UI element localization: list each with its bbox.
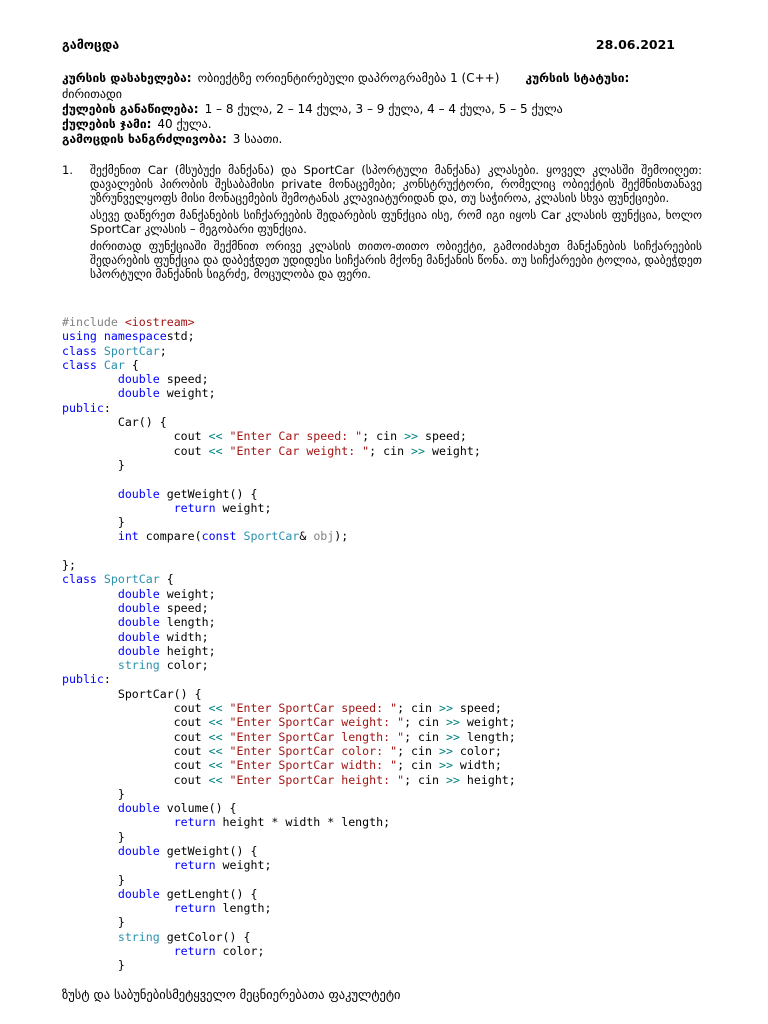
- code-token: &: [299, 529, 314, 544]
- course-name-row: [62, 70, 629, 86]
- code-token: >>: [445, 729, 460, 744]
- code-line: [62, 615, 516, 629]
- code-token: SportCar() {: [62, 686, 202, 701]
- code-token: class: [62, 357, 97, 372]
- code-token: public: [62, 400, 104, 415]
- task-number: 1.: [62, 163, 73, 177]
- code-token: const: [201, 529, 237, 544]
- code-token: }: [62, 786, 125, 801]
- code-token: <<: [208, 758, 223, 773]
- code-token: getColor() {: [159, 929, 251, 944]
- code-token: [223, 444, 230, 458]
- code-token: double: [117, 486, 160, 501]
- total-value: 40 ქულა.: [157, 117, 212, 131]
- code-line: [62, 572, 516, 586]
- code-token: cout: [62, 743, 209, 758]
- code-line: [62, 730, 516, 744]
- code-token: <<: [208, 701, 223, 716]
- code-token: }: [62, 958, 125, 973]
- code-token: :: [103, 672, 111, 687]
- faculty-footer: ზუსტ და საბუნებისმეტყველო მეცნიერებათა ფაკულტეტი: [62, 987, 401, 1002]
- code-token: [97, 572, 104, 586]
- code-line: [62, 329, 516, 343]
- code-token: SportCar: [243, 529, 300, 544]
- exam-date: 28.06.2021: [595, 37, 675, 52]
- code-token: [62, 630, 118, 644]
- code-token: "Enter SportCar length: ": [229, 729, 405, 744]
- code-line: [62, 787, 516, 801]
- code-token: speed;: [159, 372, 209, 387]
- code-token: ;: [159, 343, 167, 358]
- code-token: [62, 887, 118, 901]
- code-token: [223, 744, 230, 758]
- code-line: [62, 715, 516, 729]
- code-token: <<: [208, 429, 223, 444]
- course-status-value: ძირითადი: [62, 87, 122, 101]
- code-line: [62, 815, 516, 829]
- code-token: cout: [62, 758, 209, 773]
- points-row: [62, 101, 563, 117]
- code-token: length;: [215, 901, 272, 916]
- code-line: [62, 958, 516, 972]
- code-line: [62, 372, 516, 386]
- code-token: string: [117, 929, 160, 944]
- code-token: [62, 386, 118, 400]
- code-line: [62, 515, 516, 529]
- code-token: }: [62, 515, 125, 530]
- code-token: cout: [62, 701, 209, 716]
- code-token: }: [62, 915, 125, 930]
- code-token: speed;: [159, 600, 209, 615]
- code-line: [62, 529, 516, 543]
- code-token: Car() {: [62, 415, 167, 430]
- code-line: [62, 544, 516, 558]
- exam-title: გამოცდა: [62, 37, 120, 52]
- code-line: [62, 873, 516, 887]
- code-token: cout: [62, 729, 209, 744]
- code-line: [62, 758, 516, 772]
- code-token: speed;: [418, 429, 467, 444]
- code-token: [62, 815, 174, 829]
- code-block: [62, 315, 516, 973]
- code-token: Car: [103, 357, 125, 372]
- code-token: double: [117, 586, 160, 601]
- code-token: #include: [62, 315, 125, 329]
- code-token: double: [117, 600, 160, 615]
- code-token: class: [62, 572, 97, 587]
- code-token: }: [62, 829, 125, 844]
- duration-row: [62, 131, 282, 147]
- total-label: ქულების ჯამი:: [62, 117, 152, 131]
- code-token: [62, 501, 174, 515]
- code-line: [62, 887, 516, 901]
- code-line: [62, 672, 516, 686]
- total-row: [62, 116, 212, 132]
- code-token: [97, 358, 104, 372]
- code-token: "Enter SportCar weight: ": [229, 715, 405, 730]
- code-token: {: [124, 357, 139, 372]
- code-token: <<: [208, 715, 223, 730]
- code-line: [62, 444, 516, 458]
- code-token: <<: [208, 729, 223, 744]
- code-token: public: [62, 672, 104, 687]
- code-token: ; cin: [404, 715, 446, 730]
- code-token: >>: [445, 772, 460, 787]
- code-token: :: [103, 400, 111, 415]
- code-line: [62, 930, 516, 944]
- code-token: return: [173, 858, 216, 873]
- code-token: >>: [411, 443, 426, 458]
- code-token: [62, 930, 118, 944]
- code-token: speed;: [452, 701, 502, 716]
- code-token: getWeight() {: [159, 843, 258, 858]
- code-token: color;: [452, 743, 502, 758]
- code-token: };: [62, 558, 76, 573]
- code-token: <<: [208, 772, 223, 787]
- code-line: [62, 687, 516, 701]
- code-token: <iostream>: [124, 315, 195, 329]
- code-line: [62, 915, 516, 929]
- code-token: [62, 844, 118, 858]
- code-token: color;: [159, 658, 209, 673]
- code-line: [62, 773, 516, 787]
- code-token: height;: [459, 772, 516, 787]
- code-token: weight;: [459, 715, 516, 730]
- code-line: [62, 429, 516, 443]
- code-token: return: [173, 815, 216, 830]
- code-token: ; cin: [397, 701, 439, 716]
- code-line: [62, 630, 516, 644]
- code-token: double: [117, 886, 160, 901]
- course-name-label: კურსის დასახელება:: [62, 71, 192, 85]
- code-token: weight;: [159, 386, 216, 401]
- code-token: [62, 658, 118, 672]
- code-token: double: [117, 629, 160, 644]
- code-token: [62, 615, 118, 629]
- code-token: [62, 901, 174, 915]
- task-paragraph: ასევე დაწერეთ მანქანების სიჩქარეების შედარების ფუნქცია ისე, რომ იგი იყოს Car კლასის ფუნქცია, ხოლო SportCar კლასის – მეგობარი ფუნქცია.: [90, 208, 702, 236]
- code-token: [62, 487, 118, 501]
- code-line: [62, 458, 516, 472]
- code-token: >>: [404, 429, 419, 444]
- code-token: double: [117, 643, 160, 658]
- code-token: >>: [438, 743, 453, 758]
- code-token: >>: [438, 701, 453, 716]
- duration-label: გამოცდის ხანგრძლივობა:: [62, 132, 227, 146]
- code-token: weight;: [215, 500, 272, 515]
- code-token: [223, 773, 230, 787]
- code-token: <<: [208, 443, 223, 458]
- code-token: [97, 344, 104, 358]
- code-line: [62, 901, 516, 915]
- code-token: color;: [215, 944, 265, 959]
- code-token: ; cin: [369, 443, 412, 458]
- code-line: [62, 658, 516, 672]
- code-token: width;: [452, 758, 502, 773]
- code-token: return: [173, 901, 216, 916]
- code-line: [62, 472, 516, 486]
- code-line: [62, 644, 516, 658]
- code-token: [62, 372, 118, 386]
- code-line: [62, 487, 516, 501]
- code-token: cout: [62, 715, 209, 730]
- code-line: [62, 844, 516, 858]
- code-token: return: [173, 944, 216, 959]
- code-line: [62, 601, 516, 615]
- code-line: [62, 315, 516, 329]
- code-token: ; cin: [397, 758, 439, 773]
- code-token: volume() {: [159, 801, 237, 816]
- course-status-label: კურსის სტატუსი:: [525, 71, 630, 85]
- code-token: height;: [159, 643, 216, 658]
- code-token: cout: [62, 443, 209, 458]
- code-token: ; cin: [362, 429, 405, 444]
- code-token: "Enter Car weight: ": [229, 443, 370, 458]
- code-token: weight;: [425, 443, 481, 458]
- code-token: std;: [166, 329, 195, 344]
- code-token: [223, 715, 230, 729]
- points-value: 1 – 8 ქულა, 2 – 14 ქულა, 3 – 9 ქულა, 4 – 4 ქულა, 5 – 5 ქულა: [204, 102, 563, 116]
- code-token: [62, 644, 118, 658]
- code-line: [62, 401, 516, 415]
- code-token: int: [117, 529, 139, 544]
- duration-value: 3 საათი.: [232, 132, 283, 146]
- code-token: "Enter Car speed: ": [229, 429, 363, 444]
- code-token: >>: [445, 715, 460, 730]
- code-token: compare(: [138, 529, 202, 544]
- code-token: <<: [208, 743, 223, 758]
- points-label: ქულების განაწილება:: [62, 102, 199, 116]
- code-token: {: [159, 572, 174, 587]
- code-token: "Enter SportCar height: ": [229, 772, 405, 787]
- code-token: weight;: [159, 586, 216, 601]
- code-token: "Enter SportCar speed: ": [229, 701, 398, 716]
- code-token: [62, 587, 118, 601]
- code-token: double: [117, 372, 160, 387]
- task-paragraph: ძირითად ფუნქციაში შექმნით ორივე კლასის თითო-თითო ობიექტი, გამოიძახეთ მანქანების სიჩქარეების შედარების ფუნქცია და დაბეჭდეთ უდიდესი სიჩქარის მქონე მანქანის წონა. თუ სიჩქარეები ტოლია, დაბეჭდეთ სპორტული მანქანის სიგრძე, მოცულობა და ფერი.: [90, 239, 702, 281]
- code-token: [223, 701, 230, 715]
- code-token: ; cin: [404, 729, 446, 744]
- code-token: }: [62, 872, 125, 887]
- code-token: class: [62, 343, 97, 358]
- code-line: [62, 587, 516, 601]
- code-token: double: [117, 801, 160, 816]
- code-line: [62, 415, 516, 429]
- code-line: [62, 386, 516, 400]
- code-token: cout: [62, 429, 209, 444]
- task-1: [62, 163, 702, 284]
- code-token: length;: [159, 615, 216, 630]
- code-line: [62, 801, 516, 815]
- code-token: length;: [459, 729, 516, 744]
- code-token: SportCar: [103, 343, 160, 358]
- code-token: "Enter SportCar width: ": [229, 758, 398, 773]
- code-token: [223, 730, 230, 744]
- code-token: cout: [62, 772, 209, 787]
- code-line: [62, 344, 516, 358]
- code-line: [62, 744, 516, 758]
- code-token: using namespace: [62, 329, 167, 344]
- course-status-row: [62, 86, 122, 102]
- code-line: [62, 830, 516, 844]
- code-token: [237, 529, 244, 543]
- code-line: [62, 858, 516, 872]
- code-token: SportCar: [103, 572, 160, 587]
- code-token: >>: [438, 758, 453, 773]
- code-token: width;: [159, 629, 209, 644]
- code-line: [62, 358, 516, 372]
- code-token: string: [117, 658, 160, 673]
- code-token: }: [62, 457, 125, 472]
- course-name-value: ობიექტზე ორიენტირებული დაპროგრამება 1 (C++): [197, 71, 500, 85]
- code-token: obj: [313, 529, 335, 544]
- code-token: double: [117, 386, 160, 401]
- code-token: [62, 858, 174, 872]
- code-line: [62, 701, 516, 715]
- code-token: [62, 601, 118, 615]
- code-token: ; cin: [404, 772, 446, 787]
- code-token: [62, 801, 118, 815]
- task-paragraph: შექმენით Car (მსუბუქი მანქანა) და SportCar (სპორტული მანქანა) კლასები. ყოველ კლასში შემოიღეთ: დავალების პირობის შესაბამისი private მონაცემები; კონსტრუქტორი, რომელიც ობიექტის შექმნისთანავე უზრუნველყოფს მისი მონაცემების შემოტანას კლავიატურიდან და, თუ საჭიროა, კლასის სხვა ფუნქციები.: [90, 163, 702, 205]
- code-token: weight;: [215, 858, 272, 873]
- code-token: double: [117, 843, 160, 858]
- code-token: getWeight() {: [159, 486, 258, 501]
- code-token: [62, 944, 174, 958]
- code-token: [223, 429, 230, 443]
- code-line: [62, 944, 516, 958]
- code-token: return: [173, 500, 216, 515]
- code-line: [62, 501, 516, 515]
- code-token: [223, 758, 230, 772]
- code-token: height * width * length;: [215, 815, 391, 830]
- code-token: "Enter SportCar color: ": [229, 743, 398, 758]
- code-token: getLenght() {: [159, 886, 258, 901]
- code-token: double: [117, 615, 160, 630]
- code-token: [62, 529, 118, 543]
- code-line: [62, 558, 516, 572]
- code-token: ; cin: [397, 743, 439, 758]
- code-token: );: [334, 529, 349, 544]
